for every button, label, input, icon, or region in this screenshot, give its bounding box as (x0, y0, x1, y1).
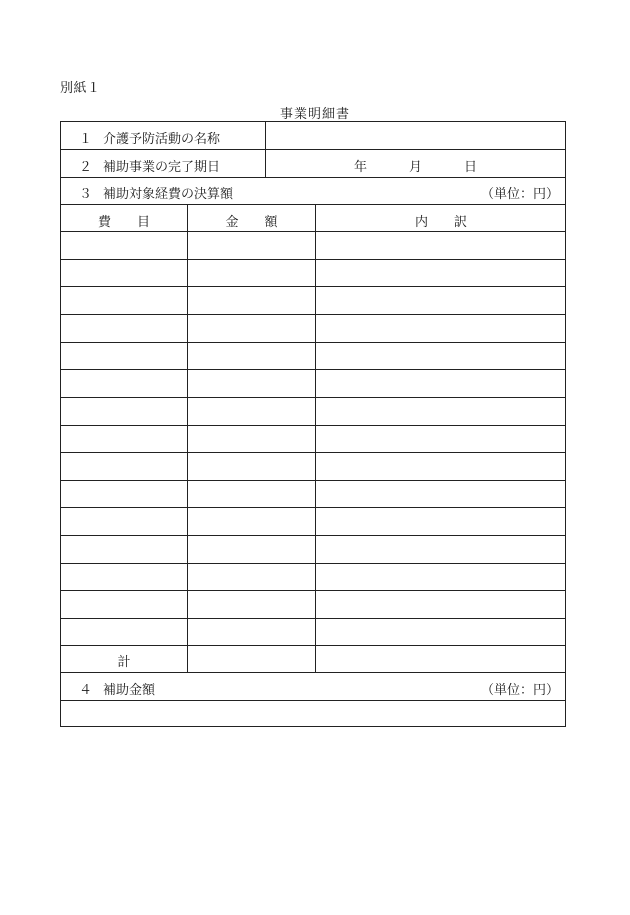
section3-number: ３ (79, 187, 93, 202)
table-row (61, 369, 565, 370)
table-row (61, 286, 565, 287)
day-label: 日 (464, 160, 478, 175)
table-row (61, 314, 565, 315)
section1-label: 介護予防活動の名称 (103, 132, 221, 147)
section3-label: 補助対象経費の決算額 (103, 187, 234, 202)
table-row (61, 342, 565, 343)
header-expense-item: 費 目 (97, 215, 150, 230)
row-divider (61, 177, 565, 178)
month-label: 月 (409, 160, 423, 175)
activity-name-field[interactable] (266, 122, 566, 149)
table-row (61, 563, 565, 564)
table-row (61, 590, 565, 591)
section1-number: １ (79, 132, 93, 147)
header-amount: 金 額 (225, 215, 278, 230)
table-row (61, 397, 565, 398)
row-divider (61, 231, 565, 232)
table-row (61, 535, 565, 536)
year-label: 年 (354, 160, 368, 175)
table-row (61, 480, 565, 481)
subsidy-amount-field[interactable] (61, 701, 566, 727)
detail-form (60, 121, 566, 727)
attachment-label: 別紙１ (60, 81, 101, 96)
section4-unit: （単位：円） (480, 683, 559, 698)
section4-number: ４ (79, 683, 93, 698)
section2-number: ２ (79, 160, 93, 175)
section4-label: 補助金額 (103, 683, 156, 698)
header-breakdown: 内 訳 (414, 215, 467, 230)
document-title: 事業明細書 (279, 107, 350, 122)
total-label: 計 (117, 655, 131, 670)
table-row (61, 452, 565, 453)
row-divider (61, 204, 565, 205)
table-row (61, 507, 565, 508)
table-row (61, 259, 565, 260)
table-row (61, 425, 565, 426)
section2-label: 補助事業の完了期日 (103, 160, 221, 175)
table-row (61, 618, 565, 619)
row-divider (61, 672, 565, 673)
column-divider (315, 204, 316, 672)
section3-unit: （単位：円） (480, 187, 559, 202)
column-divider (187, 204, 188, 672)
table-row (61, 645, 565, 646)
